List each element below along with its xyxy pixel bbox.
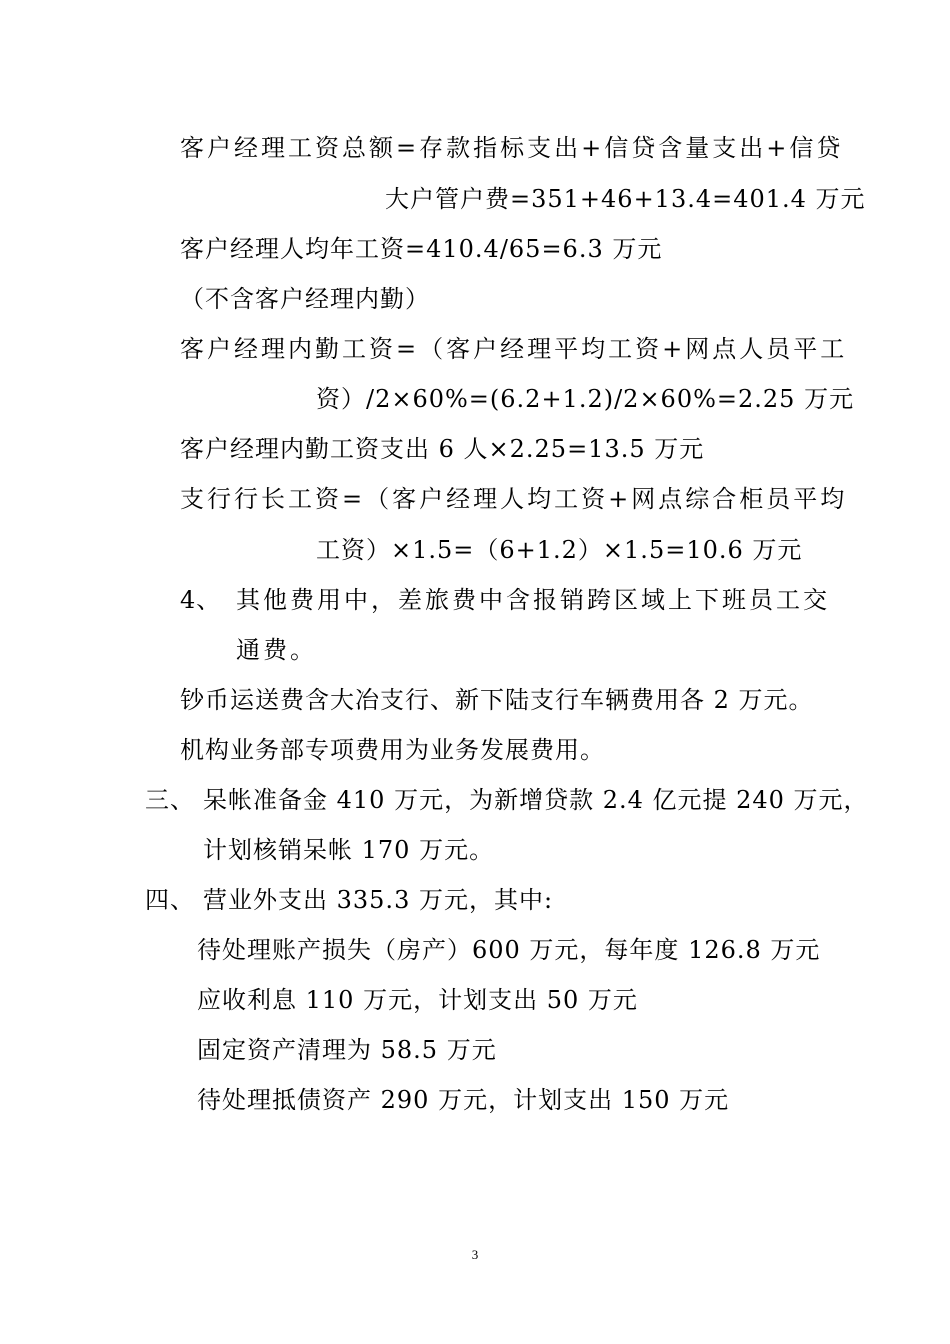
branch-head-salary-line2: 工资）×1.5=（6+1.2）×1.5=10.6 万元 (316, 536, 803, 564)
page-number: 3 (471, 1247, 479, 1262)
receivable-interest-line: 应收利息 110 万元，计划支出 50 万元 (197, 986, 638, 1014)
item-4-text-line1: 其他费用中，差旅费中含报销跨区域上下班员工交 (236, 586, 830, 614)
branch-head-salary-line1: 支行行长工资=（客户经理人均工资+网点综合柜员平均 (180, 485, 848, 513)
section-3-text-line1: 呆帐准备金 410 万元，为新增贷款 2.4 亿元提 240 万元， (203, 786, 869, 814)
internal-staff-salary-line1: 客户经理内勤工资=（客户经理平均工资+网点人员平工 (180, 335, 848, 363)
item-4-text-line2: 通费。 (236, 636, 317, 664)
internal-staff-expense-line: 客户经理内勤工资支出 6 人×2.25=13.5 万元 (180, 435, 705, 463)
exclusion-note-line: （不含客户经理内勤） (180, 285, 430, 313)
fixed-asset-cleanup-line: 固定资产清理为 58.5 万元 (197, 1036, 497, 1064)
salary-total-formula-line2: 大户管户费=351+46+13.4=401.4 万元 (385, 185, 866, 213)
special-expense-line: 机构业务部专项费用为业务发展费用。 (180, 736, 605, 764)
section-4-number: 四、 (145, 886, 195, 914)
internal-staff-salary-line2: 资）/2×60%=(6.2+1.2)/2×60%=2.25 万元 (316, 385, 855, 413)
pending-property-loss-line: 待处理账产损失（房产）600 万元，每年度 126.8 万元 (197, 936, 821, 964)
salary-total-formula-line1: 客户经理工资总额=存款指标支出+信贷含量支出+信贷 (180, 134, 844, 162)
foreclosed-asset-line: 待处理抵债资产 290 万元，计划支出 150 万元 (197, 1086, 730, 1114)
section-4-heading: 营业外支出 335.3 万元，其中: (203, 886, 554, 914)
section-3-number: 三、 (145, 786, 195, 814)
item-4-number: 4、 (180, 586, 222, 614)
cash-transport-line: 钞币运送费含大冶支行、新下陆支行车辆费用各 2 万元。 (180, 686, 814, 714)
avg-annual-salary-line: 客户经理人均年工资=410.4/65=6.3 万元 (180, 235, 663, 263)
section-3-text-line2: 计划核销呆帐 170 万元。 (203, 836, 495, 864)
